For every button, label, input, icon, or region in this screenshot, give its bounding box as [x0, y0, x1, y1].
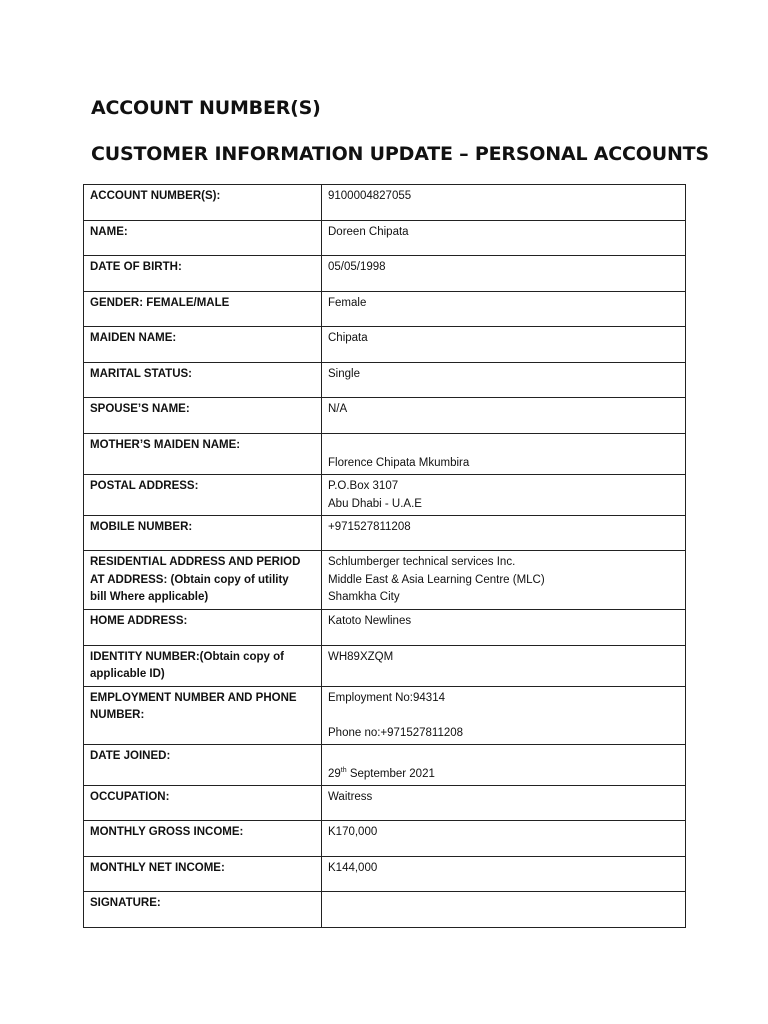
date-of-birth-value: 05/05/1998 [322, 256, 686, 292]
identity-number-label-cell [84, 645, 322, 686]
mobile-number-value: +971527811208 [322, 516, 686, 551]
row-gender [84, 292, 686, 327]
monthly-gross-income-label: MONTHLY GROSS INCOME: [84, 821, 322, 857]
date-joined-day: 29 [328, 767, 341, 780]
date-joined-label: DATE JOINED: [84, 745, 322, 786]
identity-number-value: WH89XZQM [322, 645, 686, 686]
row-residential-address [84, 551, 686, 610]
row-employment [84, 686, 686, 745]
row-identity-number [84, 645, 686, 686]
postal-address-cell [322, 475, 686, 516]
customer-information-table [83, 184, 686, 928]
maiden-name-label: MAIDEN NAME: [84, 327, 322, 363]
monthly-gross-income-value: K170,000 [322, 821, 686, 857]
row-account-numbers [84, 185, 686, 221]
row-home-address [84, 609, 686, 645]
name-label: NAME: [84, 221, 322, 256]
mothers-maiden-name-cell [322, 434, 686, 475]
date-joined-cell [322, 745, 686, 786]
spouse-name-value: N/A [322, 398, 686, 434]
row-date-of-birth [84, 256, 686, 292]
monthly-net-income-value: K144,000 [322, 857, 686, 892]
occupation-value: Waitress [322, 786, 686, 821]
residential-address-label-line-2: AT ADDRESS: (Obtain copy of utility [90, 573, 289, 586]
marital-status-value: Single [322, 363, 686, 398]
document-title: CUSTOMER INFORMATION UPDATE – PERSONAL ACCOUNTS [91, 143, 709, 165]
name-value: Doreen Chipata [322, 221, 686, 256]
residential-address-cell [322, 551, 686, 610]
signature-field [322, 892, 686, 928]
row-date-joined [84, 745, 686, 786]
residential-address-label-cell [84, 551, 322, 610]
employment-label-cell [84, 686, 322, 745]
marital-status-label: MARITAL STATUS: [84, 363, 322, 398]
identity-number-label-line-1: IDENTITY NUMBER:(Obtain copy of [90, 650, 285, 663]
row-name [84, 221, 686, 256]
date-joined-value [328, 766, 679, 784]
employment-cell [322, 686, 686, 745]
employment-label-line-1: EMPLOYMENT NUMBER AND PHONE [90, 691, 297, 704]
postal-address-line-1: P.O.Box 3107 [328, 480, 399, 492]
residential-address-label-line-1: RESIDENTIAL ADDRESS AND PERIOD [90, 556, 301, 568]
mobile-number-label: MOBILE NUMBER: [84, 516, 322, 551]
signature-label: SIGNATURE: [84, 892, 322, 928]
row-monthly-gross-income [84, 821, 686, 857]
date-joined-day-suffix: th [340, 766, 347, 774]
residential-address-line-1: Schlumberger technical services Inc. [328, 556, 516, 568]
monthly-net-income-label: MONTHLY NET INCOME: [84, 857, 322, 892]
mothers-maiden-name-label: MOTHER’S MAIDEN NAME: [84, 434, 322, 475]
row-occupation [84, 786, 686, 821]
account-numbers-label: ACCOUNT NUMBER(S): [84, 185, 322, 221]
row-marital-status [84, 363, 686, 398]
gender-value: Female [322, 292, 686, 327]
row-mobile-number [84, 516, 686, 551]
residential-address-line-2: Middle East & Asia Learning Centre (MLC) [328, 573, 545, 586]
date-joined-month-year: September 2021 [346, 767, 435, 780]
row-signature [84, 892, 686, 928]
date-of-birth-label: DATE OF BIRTH: [84, 256, 322, 292]
row-monthly-net-income [84, 857, 686, 892]
spouse-name-label: SPOUSE’S NAME: [84, 398, 322, 434]
row-spouse-name [84, 398, 686, 434]
employment-phone-value: Phone no:+971527811208 [328, 726, 464, 739]
home-address-label: HOME ADDRESS: [84, 609, 322, 645]
occupation-label: OCCUPATION: [84, 786, 322, 821]
mothers-maiden-name-value: Florence Chipata Mkumbira [328, 456, 470, 469]
account-numbers-value: 9100004827055 [322, 185, 686, 221]
home-address-value: Katoto Newlines [322, 609, 686, 645]
identity-number-label-line-2: applicable ID) [90, 668, 165, 680]
maiden-name-value: Chipata [322, 327, 686, 363]
row-mothers-maiden-name [84, 434, 686, 475]
document-heading-account-numbers: ACCOUNT NUMBER(S) [91, 97, 321, 119]
gender-label: GENDER: FEMALE/MALE [84, 292, 322, 327]
residential-address-label-line-3: bill Where applicable) [90, 591, 209, 603]
employment-number-value: Employment No:94314 [328, 691, 445, 704]
postal-address-label: POSTAL ADDRESS: [84, 475, 322, 516]
row-postal-address [84, 475, 686, 516]
row-maiden-name [84, 327, 686, 363]
postal-address-line-2: Abu Dhabi - U.A.E [328, 497, 422, 510]
employment-label-line-2: NUMBER: [90, 709, 145, 721]
residential-address-line-3: Shamkha City [328, 591, 400, 603]
